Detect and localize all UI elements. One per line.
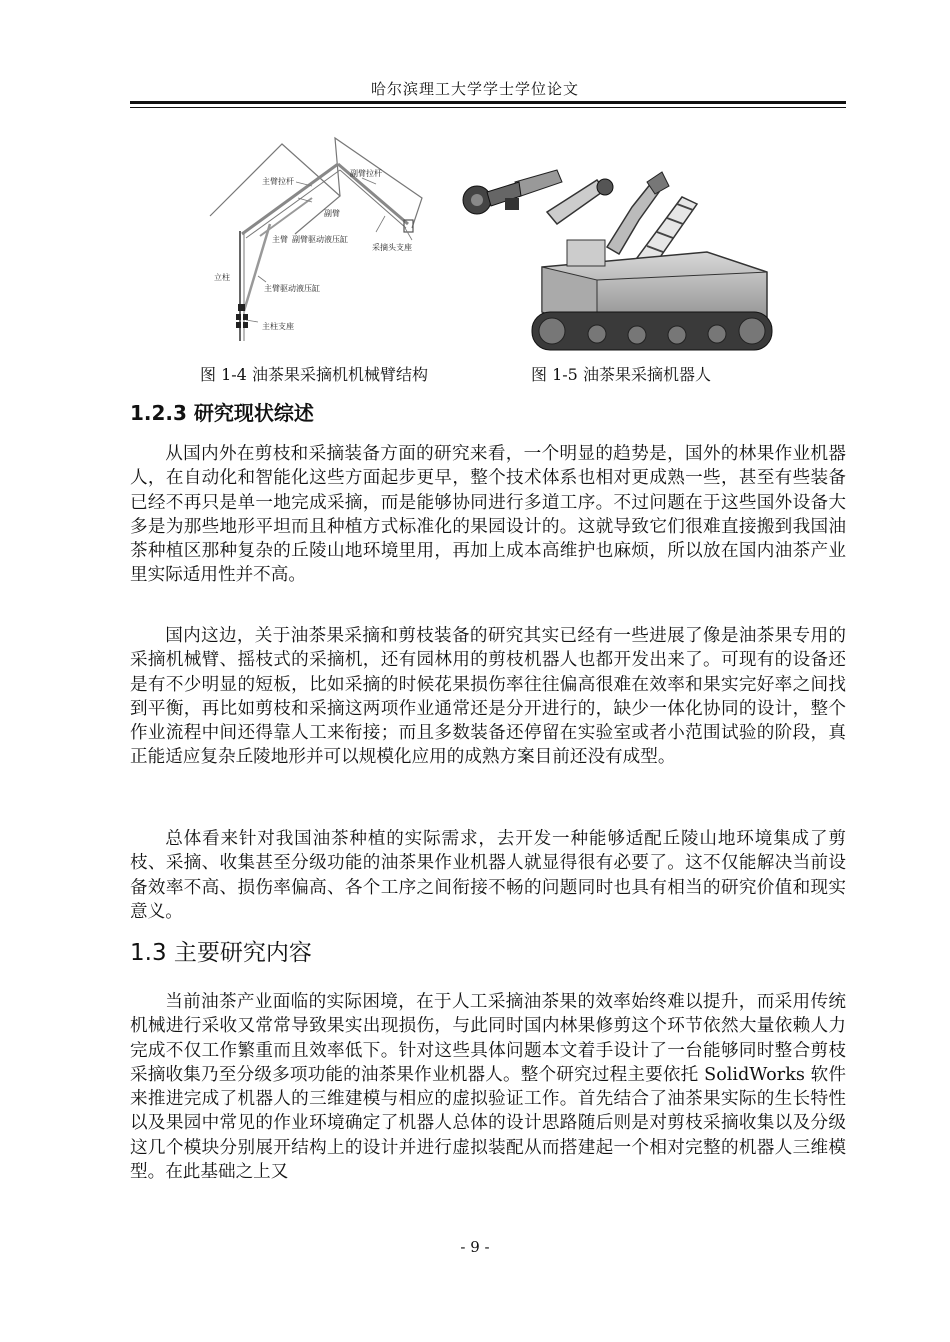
arm-envelope-right [335, 138, 422, 228]
label-aux-arm-rod: 副臂拉杆 [350, 169, 382, 178]
paragraph-main-content: 当前油茶产业面临的实际困境，在于人工采摘油茶果的效率始终难以提升，而采用传统机械进行采收又常常导致果实出现损伤，与此同时国内林果修剪这个环节依然大量依赖人力完成不仅工作繁重而且效率低下。针对这些具体问题本文着手设计了一台能够同时整合剪枝采摘收集乃至分级多项功能的油茶果作业机器人。整个研究过程主要依托 SolidWorks 软件来推进完成了机器人的三维建模与相应的虚拟验证工作。首先结合了油茶果实际的生长特性以及果园中常见的作业环境确定了机器人总体的设计思路随后则是对剪枝采摘收集以及分级这几个模块分别展开结构上的设计并进行虚拟装配从而搭建起一个相对完整的机器人三维模型。在此基础之上又 [130, 992, 846, 1183]
figure-picking-robot [447, 152, 777, 357]
label-aux-arm: 副臂 [324, 209, 340, 218]
figure-caption-1-4: 图 1-4 油茶果采摘机机械臂结构 [200, 365, 428, 384]
label-main-arm-rod: 主臂拉杆 [262, 177, 294, 186]
label-aux-arm-cylinder: 副臂驱动液压缸 [292, 235, 348, 244]
label-picker-seat: 采摘头支座 [372, 243, 412, 252]
section-heading-1-2-3: 1.2.3 研究现状综述 [130, 401, 314, 425]
label-column-seat: 主柱支座 [262, 322, 294, 331]
label-main-arm-cylinder: 主臂驱动液压缸 [264, 284, 320, 293]
section-heading-1-3: 1.3 主要研究内容 [130, 940, 312, 966]
paragraph-summary: 总体看来针对我国油茶种植的实际需求，去开发一种能够适配丘陵山地环境集成了剪枝、采摘、收集甚至分级功能的油茶果作业机器人就显得很有必要了。这不仅能解决当前设备效率不高、损伤率偏高、各个工序之间衔接不畅的问题同时也具有相当的研究价值和现实意义。 [130, 829, 846, 922]
main-arm-line [242, 164, 338, 234]
paragraph-domestic-research: 国内这边，关于油茶果采摘和剪枝装备的研究其实已经有一些进展了像是油茶果专用的采摘机械臂、摇枝式的采摘机，还有园林用的剪枝机器人也都开发出来了。可现有的设备还是有不少明显的短板，比如采摘的时候花果损伤率往往偏高很难在效率和果实完好率之间找到平衡，再比如剪枝和采摘这两项作业通常还是分开进行的，缺少一体化协同的设计，整个作业流程中间还得靠人工来衔接；而且多数装备还停留在实验室或者小范围试验的阶段，真正能适应复杂丘陵地形并可以规模化应用的成熟方案目前还没有成型。 [130, 626, 846, 768]
header-title: 哈尔滨理工大学学士学位论文 [370, 80, 579, 98]
robot-tracks-shape [532, 312, 772, 350]
robot-arm-shape [463, 170, 669, 254]
header-rule-thin [130, 107, 846, 108]
header-rule-thick [130, 101, 846, 104]
label-main-arm: 主臂 [272, 235, 288, 244]
arm-envelope-left [210, 144, 340, 234]
paragraph-research-overview: 从国内外在剪枝和采摘装备方面的研究来看，一个明显的趋势是，国外的林果作业机器人，在自动化和智能化这些方面起步更早，整个技术体系也相对更成熟一些，甚至有些装备已经不再只是单一地完成采摘，而是能够协同进行多道工序。不过问题在于这些国外设备大多是为那些地形平坦而且种植方式标准化的果园设计的。这就导致它们很难直接搬到我国油茶种植区那种复杂的丘陵山地环境里用，再加上成本高维护也麻烦，所以放在国内油茶产业里实际适用性并不高。 [130, 444, 846, 586]
figure-caption-1-5: 图 1-5 油茶果采摘机器人 [531, 365, 711, 384]
page-number: - 9 - [460, 1238, 490, 1256]
figure-arm-structure [200, 136, 445, 356]
label-column: 立柱 [214, 273, 230, 282]
